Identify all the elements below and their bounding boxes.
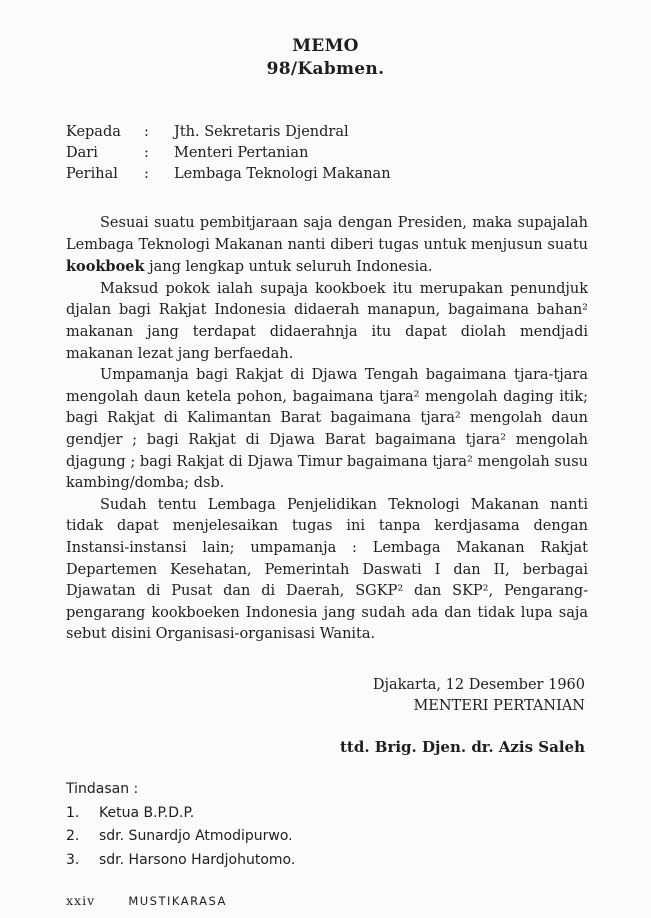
signature-office: MENTERI PERTANIAN	[413, 698, 585, 714]
header-colon: :	[144, 145, 149, 161]
header-label: Dari	[66, 145, 98, 161]
memo-number: 98/Kabmen.	[266, 59, 385, 79]
paragraph-1-text-b: jang lengkap untuk seluruh Indonesia.	[144, 259, 433, 276]
paragraph-4: Sudah tentu Lembaga Penjelidikan Teknologi Makanan nanti tidak dapat menjelesaikan tugas ini tanpa kerdjasama dengan Instansi-instansi lain; umpamanja : Lembaga Makanan Rakjat Departemen Kesehatan, Pemerintah Daswati I dan II, berbagai Djawatan di Pusat dan di Daerah, SGKP² dan SKP², Pengarang-pengarang kookboeken Indonesia jang sudah ada dan tidak lupa saja sebut disini Organisasi-organisasi Wanita.	[66, 496, 588, 643]
list-item	[66, 802, 295, 826]
header-row-perihal	[66, 164, 391, 185]
header-colon: :	[144, 124, 149, 140]
header-value: Menteri Pertanian	[174, 145, 309, 161]
list-item	[66, 825, 295, 849]
paragraph-2: Maksud pokok ialah supaja kookboek itu merupakan penundjuk djalan bagi Rakjat Indonesia didaerah manapun, bagaimana bahan² makanan jang terdapat didaerahnja itu dapat diolah mendjadi makanan lezat jang berfaedah.	[66, 280, 588, 362]
memo-title: MEMO	[292, 36, 359, 56]
list-item-text: sdr. Sunardjo Atmodipurwo.	[99, 828, 293, 844]
list-item-number: 3.	[66, 851, 80, 868]
list-item-number: 1.	[66, 804, 80, 821]
paragraph-3: Umpamanja bagi Rakjat di Djawa Tengah bagaimana tjara-tjara mengolah daun ketela pohon, bagaimana tjara² mengolah daging itik; bagi Rakjat di Kalimantan Barat bagaimana tjara² mengolah daun gendjer ; bagi Rakjat di Djawa Barat bagaimana tjara² mengolah djagung ; bagi Rakjat di Djawa Timur bagaimana tjara² mengolah susu kambing/domba; dsb.	[66, 367, 588, 492]
book-title: MUSTIKARASA	[128, 894, 227, 908]
list-item-text: sdr. Harsono Hardjohutomo.	[99, 851, 296, 868]
tindasan-list	[66, 778, 295, 872]
memo-body	[66, 213, 588, 646]
tindasan-heading: Tindasan :	[66, 781, 139, 797]
header-colon: :	[144, 166, 149, 182]
signature-name: ttd. Brig. Djen. dr. Azis Saleh	[339, 738, 585, 756]
header-label: Kepada	[66, 124, 121, 140]
list-item-number: 2.	[66, 828, 80, 844]
list-item-text: Ketua B.P.D.P.	[99, 804, 195, 821]
header-label: Perihal	[66, 166, 118, 182]
page-number: xxiv	[66, 893, 96, 908]
memo-header	[66, 122, 391, 185]
paragraph-1	[66, 213, 588, 279]
list-item	[66, 849, 295, 873]
header-row-dari	[66, 143, 391, 164]
page-footer	[66, 893, 227, 908]
kookboek-bold: kookboek	[66, 258, 145, 276]
signature-place-date: Djakarta, 12 Desember 1960	[372, 677, 585, 693]
header-value: Lembaga Teknologi Makanan	[174, 166, 391, 182]
paragraph-1-text-a: Sesuai suatu pembitjaraan saja dengan Presiden, maka supajalah Lembaga Teknologi Makanan nanti diberi tugas untuk menjusun suatu	[66, 215, 588, 253]
header-row-kepada	[66, 122, 391, 143]
header-value: Jth. Sekretaris Djendral	[174, 124, 349, 140]
